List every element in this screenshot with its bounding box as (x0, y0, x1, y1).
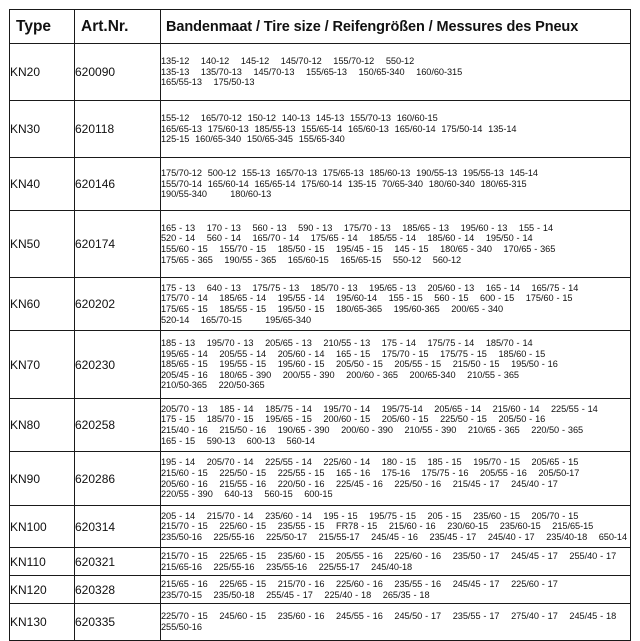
article-number-cell: 620321 (75, 548, 161, 576)
article-number-cell: 620090 (75, 44, 161, 101)
tire-sizes-line: 175/65 - 15 185/55 - 15 195/50 - 15 180/65-365 195/60-365 200/65 - 340 (161, 304, 504, 314)
tire-sizes-line: 205 - 14 215/70 - 14 235/60 - 14 195 - 15 195/75 - 15 205 - 15 235/60 - 15 205/70 - 15 (161, 510, 579, 521)
table-row (10, 331, 631, 399)
tire-sizes-line: 235/50-16 225/55-16 225/50-17 215/55-17 245/45 - 16 235/45 - 17 245/40 - 17 235/40-18 650-14 (161, 531, 628, 542)
tire-sizes-line: 255/50-16 (161, 622, 202, 632)
table-body (10, 44, 631, 641)
tire-sizes-line: 175/70-12 500-12 155-13 165/70-13 175/65-13 185/60-13 190/55-13 195/55-13 145-14 (161, 168, 538, 179)
tire-sizes-line: 215/60 - 15 225/50 - 15 225/55 - 15 165 - 16 175-16 175/75 - 16 205/55 - 16 205/50-17 (161, 467, 580, 478)
tire-sizes-cell (161, 211, 631, 278)
tire-sizes-line: 205/45 - 16 180/65 - 390 200/55 - 390 200/60 - 365 200/65-340 210/55 - 365 (161, 369, 519, 380)
header-type: Type (10, 10, 75, 44)
type-cell: KN20 (10, 44, 75, 101)
tire-sizes-cell (161, 452, 631, 506)
table-row (10, 158, 631, 211)
table-row (10, 399, 631, 452)
article-number-cell: 620258 (75, 399, 161, 452)
type-cell: KN80 (10, 399, 75, 452)
type-cell: KN90 (10, 452, 75, 506)
article-number-cell: 620230 (75, 331, 161, 399)
tire-sizes-line: 165 - 13 170 - 13 560 - 13 590 - 13 175/70 - 13 185/65 - 13 195/60 - 13 155 - 14 (161, 222, 554, 233)
tire-sizes-line: 215/40 - 16 215/50 - 16 190/65 - 390 200/60 - 390 210/55 - 390 210/65 - 365 220/50 - 365 (161, 425, 584, 435)
tire-sizes-line: 205/70 - 13 185 - 14 185/75 - 14 195/70 - 14 195/75-14 205/65 - 14 215/60 - 14 225/55 - 14 (161, 403, 598, 414)
article-number-cell: 620146 (75, 158, 161, 211)
tire-sizes-cell (161, 158, 631, 211)
tire-sizes-line: 135-13 135/70-13 145/70-13 155/65-13 150/65-340 160/60-315 (161, 66, 463, 77)
type-cell: KN40 (10, 158, 75, 211)
tire-sizes-line: 165 - 15 590-13 600-13 560-14 (161, 435, 315, 446)
tire-sizes-cell (161, 101, 631, 158)
type-cell: KN50 (10, 211, 75, 278)
table-row (10, 506, 631, 548)
table-row (10, 576, 631, 604)
article-number-cell: 620328 (75, 576, 161, 604)
tire-sizes-line: 220/55 - 390 640-13 560-15 600-15 (161, 489, 333, 500)
tire-sizes-line: 520-14 165/70-15 195/65-340 (161, 314, 312, 325)
tire-sizes-cell (161, 278, 631, 331)
tire-sizes-cell (161, 399, 631, 452)
tire-sizes-line: 215/70 - 15 225/65 - 15 235/60 - 15 205/55 - 16 225/60 - 16 235/50 - 17 245/45 - 17 255/40 - 17 (161, 550, 617, 561)
table-row (10, 452, 631, 506)
article-number-cell: 620286 (75, 452, 161, 506)
tire-sizes-line: 190/55-340 180/60-13 (161, 189, 272, 200)
tire-sizes-cell (161, 44, 631, 101)
type-cell: KN100 (10, 506, 75, 548)
tire-sizes-line: 195/65 - 14 205/55 - 14 205/60 - 14 165 - 15 175/70 - 15 175/75 - 15 185/60 - 15 (161, 348, 546, 359)
type-cell: KN60 (10, 278, 75, 331)
article-number-cell: 620335 (75, 604, 161, 641)
tire-sizes-line: 210/50-365 220/50-365 (161, 380, 265, 391)
table-row (10, 604, 631, 641)
tire-sizes-line: 205/60 - 16 215/55 - 16 220/50 - 16 225/45 - 16 225/50 - 16 215/45 - 17 245/40 - 17 (161, 478, 558, 489)
type-cell: KN30 (10, 101, 75, 158)
tire-sizes-cell (161, 506, 631, 548)
tire-sizes-line: 185/65 - 15 195/55 - 15 195/60 - 15 205/50 - 15 205/55 - 15 215/50 - 15 195/50 - 16 (161, 359, 558, 370)
type-cell: KN130 (10, 604, 75, 641)
type-cell: KN70 (10, 331, 75, 399)
tire-sizes-line: 165/65-13 175/60-13 185/55-13 155/65-14 165/60-13 165/60-14 175/50-14 135-14 (161, 123, 517, 134)
table-row (10, 548, 631, 576)
tire-sizes-line: 175/70 - 14 185/65 - 14 195/55 - 14 195/60-14 155 - 15 560 - 15 600 - 15 175/60 - 15 (161, 293, 573, 304)
header-row (10, 10, 631, 44)
table-row (10, 211, 631, 278)
tire-sizes-line: 195 - 14 205/70 - 14 225/55 - 14 225/60 - 14 180 - 15 185 - 15 195/70 - 15 205/65 - 15 (161, 457, 579, 468)
tire-sizes-cell (161, 548, 631, 576)
tire-sizes-line: 215/70 - 15 225/60 - 15 235/55 - 15 FR78 - 15 215/60 - 16 230/60-15 235/60-15 215/65-15 (161, 521, 594, 532)
type-cell: KN120 (10, 576, 75, 604)
tire-sizes-line: 520 - 14 560 - 14 165/70 - 14 175/65 - 14 185/55 - 14 185/60 - 14 195/50 - 14 (161, 233, 533, 244)
tire-sizes-line: 225/70 - 15 245/60 - 15 235/60 - 16 245/55 - 16 245/50 - 17 235/55 - 17 275/40 - 17 245/45 - 18 (161, 611, 617, 622)
header-tire-sizes: Bandenmaat / Tire size / Reifengrößen / Messures des Pneux (161, 10, 631, 44)
tire-sizes-line: 175 - 15 185/70 - 15 195/65 - 15 200/60 - 15 205/60 - 15 225/50 - 15 205/50 - 16 (161, 414, 546, 425)
article-number-cell: 620174 (75, 211, 161, 278)
tire-size-table (9, 9, 631, 641)
tire-sizes-line: 175/65 - 365 190/55 - 365 165/60-15 165/65-15 550-12 560-12 (161, 254, 462, 265)
tire-sizes-line: 165/55-13 175/50-13 (161, 77, 255, 88)
tire-sizes-line: 215/65-16 225/55-16 235/55-16 225/55-17 245/40-18 (161, 561, 413, 572)
article-number-cell: 620202 (75, 278, 161, 331)
type-cell: KN110 (10, 548, 75, 576)
tire-sizes-line: 125-15 160/65-340 150/65-345 155/65-340 (161, 134, 345, 145)
tire-sizes-line: 185 - 13 195/70 - 13 205/65 - 13 210/55 - 13 175 - 14 175/75 - 14 185/70 - 14 (161, 338, 533, 349)
table-row (10, 101, 631, 158)
tire-sizes-line: 155-12 165/70-12 150-12 140-13 145-13 155/70-13 160/60-15 (161, 113, 438, 124)
tire-sizes-line: 235/70-15 235/50-18 255/45 - 17 225/40 - 18 265/35 - 18 (161, 589, 430, 600)
tire-sizes-cell (161, 576, 631, 604)
tire-sizes-line: 135-12 140-12 145-12 145/70-12 155/70-12 550-12 (161, 56, 415, 67)
table-row (10, 278, 631, 331)
article-number-cell: 620118 (75, 101, 161, 158)
tire-sizes-line: 215/65 - 16 225/65 - 15 215/70 - 16 225/60 - 16 235/55 - 16 245/45 - 17 225/60 - 17 (161, 578, 558, 589)
tire-sizes-line: 155/60 - 15 155/70 - 15 185/50 - 15 195/45 - 15 145 - 15 180/65 - 340 170/65 - 365 (161, 244, 556, 254)
tire-sizes-cell (161, 331, 631, 399)
article-number-cell: 620314 (75, 506, 161, 548)
tire-sizes-cell (161, 604, 631, 641)
tire-sizes-line: 175 - 13 640 - 13 175/75 - 13 185/70 - 13 195/65 - 13 205/60 - 13 165 - 14 165/75 - 14 (161, 282, 579, 293)
tire-sizes-line: 155/70-14 165/60-14 165/65-14 175/60-14 135-15 70/65-340 180/60-340 180/65-315 (161, 178, 527, 189)
table-row (10, 44, 631, 101)
tire-size-table-sheet (9, 9, 630, 632)
header-art-nr: Art.Nr. (75, 10, 161, 44)
